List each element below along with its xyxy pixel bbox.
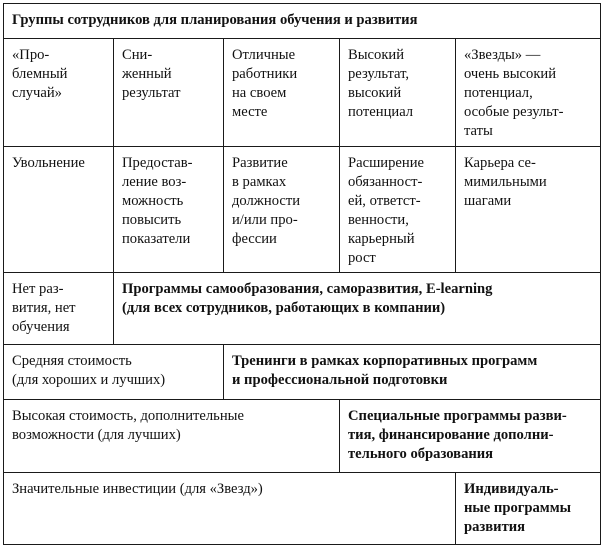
level-label-none xyxy=(4,273,114,345)
group-high-potential xyxy=(340,39,456,147)
actions-row xyxy=(4,147,601,273)
level-row-significant xyxy=(4,473,601,545)
cell-line: Нет раз- xyxy=(12,281,64,297)
cell-line: ей, ответст- xyxy=(348,193,421,209)
action-expand-duties xyxy=(340,147,456,273)
level-row-high xyxy=(4,400,601,473)
cell-line: Сни- xyxy=(122,47,153,63)
cell-line: (для хороших и лучших) xyxy=(12,372,166,388)
cell-line: можность xyxy=(122,193,184,209)
cell-line: работники xyxy=(232,66,298,82)
cell-line: на своем xyxy=(232,85,287,101)
cell-line: Тренинги в рамках корпоративных программ xyxy=(232,353,538,369)
cell-line: Высокая стоимость, дополнительные xyxy=(12,408,244,424)
cell-line: Отличные xyxy=(232,47,296,63)
cell-line: тия, финансирование дополни- xyxy=(348,427,554,443)
program-self-education xyxy=(114,273,601,345)
cell-line: Программы самообразования, саморазвития, E-learning xyxy=(122,281,493,297)
cell-line: Средняя стоимость xyxy=(12,353,132,369)
cell-line: особые результ- xyxy=(464,104,564,120)
cell-line: потенциал, xyxy=(464,85,533,101)
cell-line: тельного образования xyxy=(348,446,494,462)
cell-line: «Про- xyxy=(12,47,50,63)
action-dismissal xyxy=(4,147,114,273)
cell-line: очень высокий xyxy=(464,66,557,82)
action-improve-chance xyxy=(114,147,224,273)
groups-row xyxy=(4,39,601,147)
program-corporate-trainings xyxy=(224,345,601,400)
group-reduced-result xyxy=(114,39,224,147)
group-problem-case xyxy=(4,39,114,147)
cell-line: венности, xyxy=(348,212,409,228)
group-excellent-workers xyxy=(224,39,340,147)
cell-line: вития, нет xyxy=(12,300,76,316)
cell-line: ные программы xyxy=(464,500,572,516)
cell-line: возможности (для лучших) xyxy=(12,427,181,443)
cell-line: и/или про- xyxy=(232,212,298,228)
program-individual xyxy=(456,473,601,545)
cell-line: Увольнение xyxy=(12,155,85,171)
cell-line: развития xyxy=(464,519,526,535)
cell-line: (для всех сотрудников, работающих в компании) xyxy=(122,300,446,316)
cell-line: результат xyxy=(122,85,181,101)
cell-line: рост xyxy=(348,250,376,266)
cell-line: Индивидуаль- xyxy=(464,481,559,497)
cell-line: Карьера се- xyxy=(464,155,536,171)
cell-line: Расширение xyxy=(348,155,424,171)
cell-line: месте xyxy=(232,104,268,120)
table-title: Группы сотрудников для планирования обучения и развития xyxy=(4,4,601,39)
cell-line: показатели xyxy=(122,231,191,247)
level-row-none xyxy=(4,273,601,345)
group-stars xyxy=(456,39,601,147)
cell-line: должности xyxy=(232,193,301,209)
level-label-high xyxy=(4,400,340,473)
cell-line: обязанност- xyxy=(348,174,423,190)
cell-line: фессии xyxy=(232,231,277,247)
cell-line: и профессиональной подготовки xyxy=(232,372,448,388)
cell-line: повысить xyxy=(122,212,182,228)
cell-line: ление воз- xyxy=(122,174,187,190)
cell-line: карьерный xyxy=(348,231,415,247)
cell-line: «Звезды» — xyxy=(464,47,541,63)
cell-line: Развитие xyxy=(232,155,288,171)
cell-line: мимильными xyxy=(464,174,547,190)
title-row xyxy=(4,4,601,39)
level-row-medium xyxy=(4,345,601,400)
program-special-development xyxy=(340,400,601,473)
level-label-significant xyxy=(4,473,456,545)
cell-line: Значительные инвестиции (для «Звезд») xyxy=(12,481,263,497)
level-label-medium xyxy=(4,345,224,400)
cell-line: случай» xyxy=(12,85,62,101)
cell-line: шагами xyxy=(464,193,512,209)
cell-line: результат, xyxy=(348,66,410,82)
cell-line: в рамках xyxy=(232,174,287,190)
action-develop-in-role xyxy=(224,147,340,273)
cell-line: женный xyxy=(122,66,172,82)
cell-line: высокий xyxy=(348,85,402,101)
cell-line: блемный xyxy=(12,66,68,82)
cell-line: потенциал xyxy=(348,104,414,120)
action-career-steps xyxy=(456,147,601,273)
cell-line: таты xyxy=(464,123,493,139)
cell-line: Специальные программы разви- xyxy=(348,408,567,424)
training-groups-table xyxy=(3,3,601,545)
cell-line: Высокий xyxy=(348,47,405,63)
cell-line: обучения xyxy=(12,319,70,335)
cell-line: Предостав- xyxy=(122,155,193,171)
